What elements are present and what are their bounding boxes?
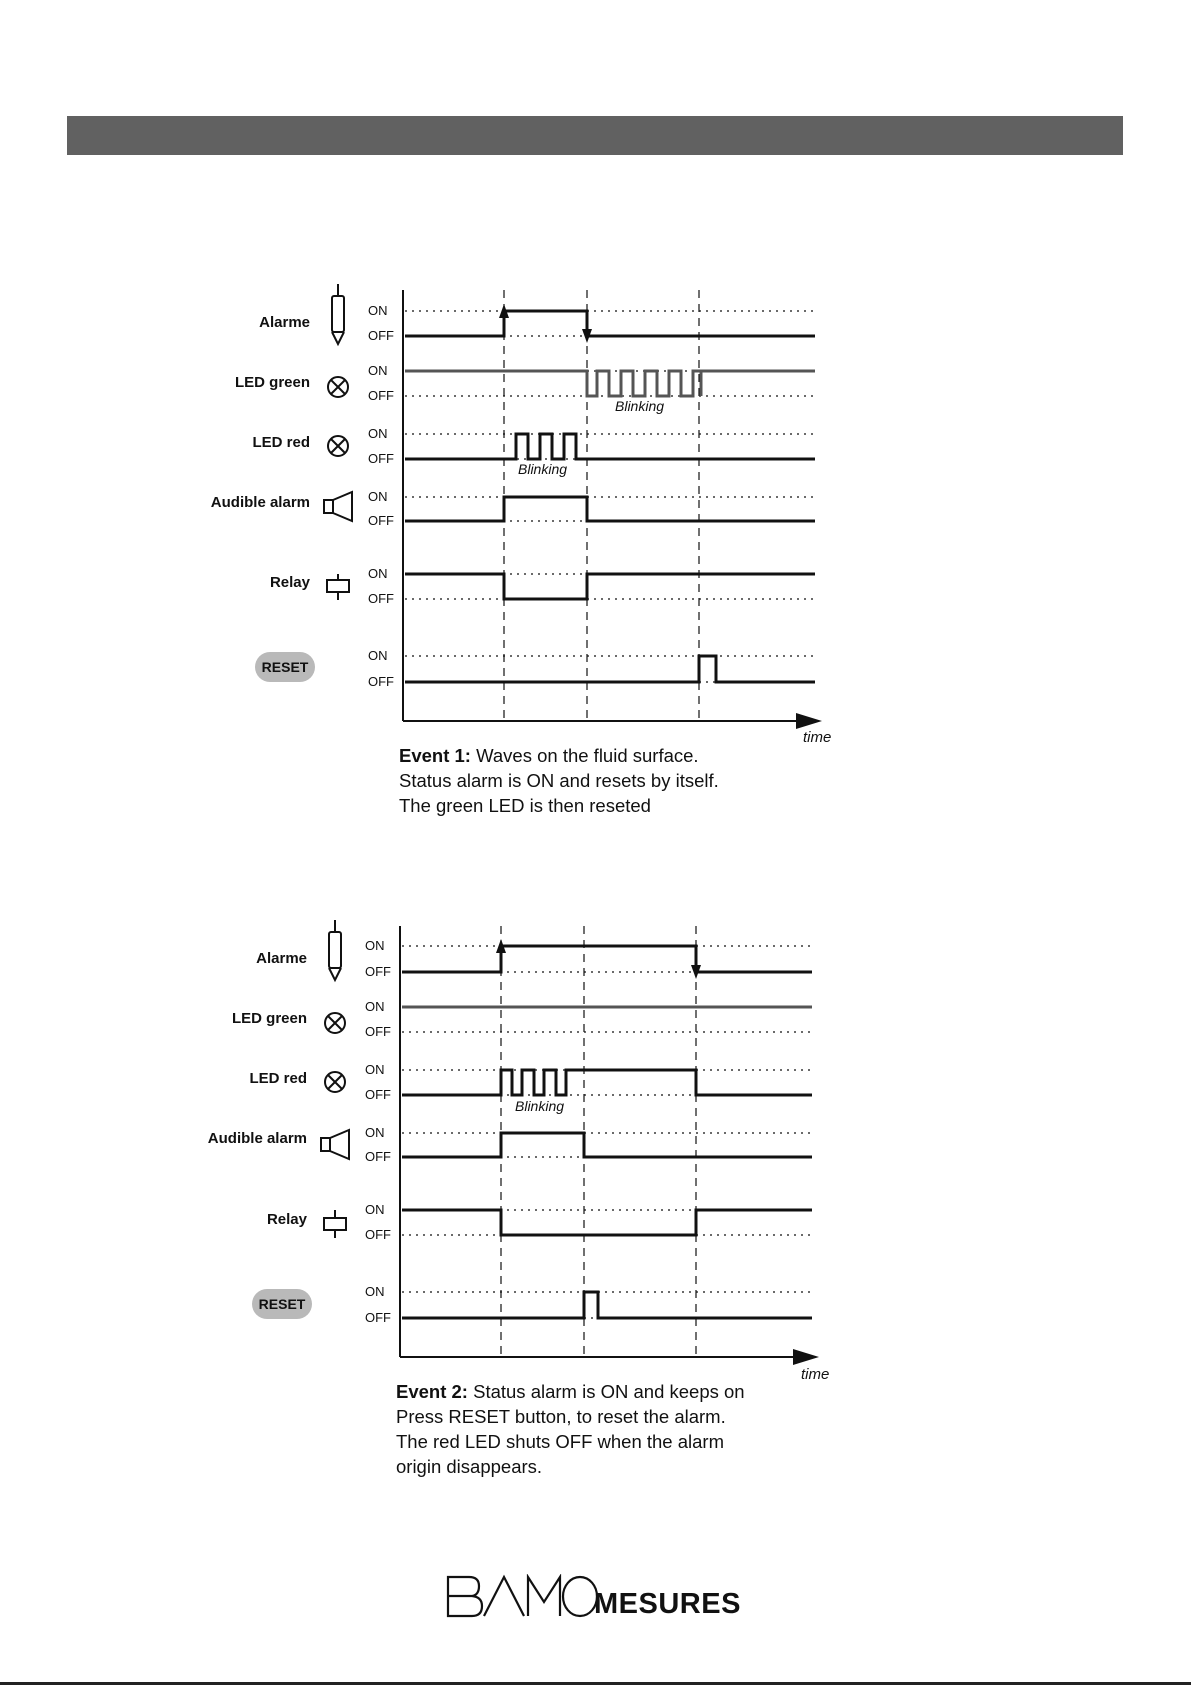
reset-button: RESET: [252, 1289, 312, 1319]
level-off: OFF: [368, 513, 394, 528]
signal-label-alarme: Alarme: [259, 314, 310, 331]
event-1-line-2: Status alarm is ON and resets by itself.: [399, 770, 719, 791]
event-2-line-1: Status alarm is ON and keeps on: [473, 1381, 745, 1402]
lamp-icon: [328, 436, 348, 456]
level-on: ON: [365, 999, 385, 1014]
relay-trace: [405, 574, 815, 599]
event-1-line-1: Waves on the fluid surface.: [476, 745, 699, 766]
signal-label-led-green: LED green: [234, 374, 310, 391]
level-on: ON: [365, 1062, 385, 1077]
relay-coil-icon: [324, 1210, 346, 1238]
lamp-icon: [328, 377, 348, 397]
horn-icon: [321, 1130, 349, 1159]
alarme-trace: [405, 311, 815, 336]
lamp-icon: [325, 1013, 345, 1033]
signal-label-led-red: LED red: [249, 1070, 307, 1087]
level-off: OFF: [365, 1149, 391, 1164]
timing-diagram-2-svg: [0, 636, 1191, 1496]
level-on: ON: [368, 426, 388, 441]
alarme-trace: [402, 946, 812, 972]
lamp-icon: [325, 1072, 345, 1092]
reference-lines-1: [405, 311, 815, 682]
audible-trace: [402, 1133, 812, 1157]
bamo-mesures-logo: [446, 1574, 746, 1620]
event-2-caption: [396, 1379, 826, 1479]
level-on: ON: [368, 363, 388, 378]
signal-label-alarme: Alarme: [256, 950, 307, 967]
signal-label-led-green: LED green: [231, 1010, 307, 1027]
x-axis-arrow: [793, 1349, 819, 1365]
level-on: ON: [365, 1284, 385, 1299]
level-off: OFF: [368, 388, 394, 403]
blinking-label-red: Blinking: [518, 461, 568, 477]
audible-trace: [405, 497, 815, 521]
led-red-trace: [402, 1070, 812, 1095]
signal-label-audible-alarm: Audible alarm: [210, 494, 310, 511]
timing-diagram-event-2: [0, 636, 1191, 1496]
blinking-label-green: Blinking: [615, 398, 665, 414]
led-green-trace: [405, 371, 815, 396]
level-on: ON: [365, 1202, 385, 1217]
relay-trace: [402, 1210, 812, 1235]
event-1-line-3: The green LED is then reseted: [399, 795, 651, 816]
relay-coil-icon: [327, 574, 349, 600]
time-axis-label: time: [801, 1366, 830, 1383]
logo-mesures-text: MESURES: [594, 1588, 741, 1620]
event-2-line-3: The red LED shuts OFF when the alarm: [396, 1431, 724, 1452]
level-on: ON: [368, 303, 388, 318]
float-switch-icon: [332, 284, 344, 344]
event-2-title: Event 2:: [396, 1381, 468, 1402]
level-on: ON: [365, 1125, 385, 1140]
blinking-label-red: Blinking: [515, 1098, 565, 1114]
led-red-trace: [405, 434, 815, 459]
reset-trace: [402, 1292, 812, 1318]
level-off: OFF: [368, 591, 394, 606]
level-on: ON: [368, 489, 388, 504]
level-on: ON: [368, 648, 388, 663]
event-2-line-2: Press RESET button, to reset the alarm.: [396, 1406, 726, 1427]
event-1-title: Event 1:: [399, 745, 471, 766]
reference-lines-2: [402, 946, 812, 1318]
level-off: OFF: [365, 1310, 391, 1325]
level-off: OFF: [368, 328, 394, 343]
level-off: OFF: [368, 451, 394, 466]
level-on: ON: [368, 566, 388, 581]
horn-icon: [324, 492, 352, 521]
signal-label-relay: Relay: [269, 574, 310, 591]
level-off: OFF: [368, 674, 394, 689]
reset-button: RESET: [255, 652, 315, 682]
event-2-line-4: origin disappears.: [396, 1456, 543, 1477]
level-off: OFF: [365, 964, 391, 979]
time-axis-label: time: [803, 729, 832, 746]
signal-label-relay: Relay: [266, 1211, 307, 1228]
signal-label-audible-alarm: Audible alarm: [207, 1130, 307, 1147]
float-switch-icon: [329, 920, 341, 980]
signal-label-led-red: LED red: [252, 434, 310, 451]
level-off: OFF: [365, 1024, 391, 1039]
level-on: ON: [365, 938, 385, 953]
level-off: OFF: [365, 1227, 391, 1242]
level-off: OFF: [365, 1087, 391, 1102]
